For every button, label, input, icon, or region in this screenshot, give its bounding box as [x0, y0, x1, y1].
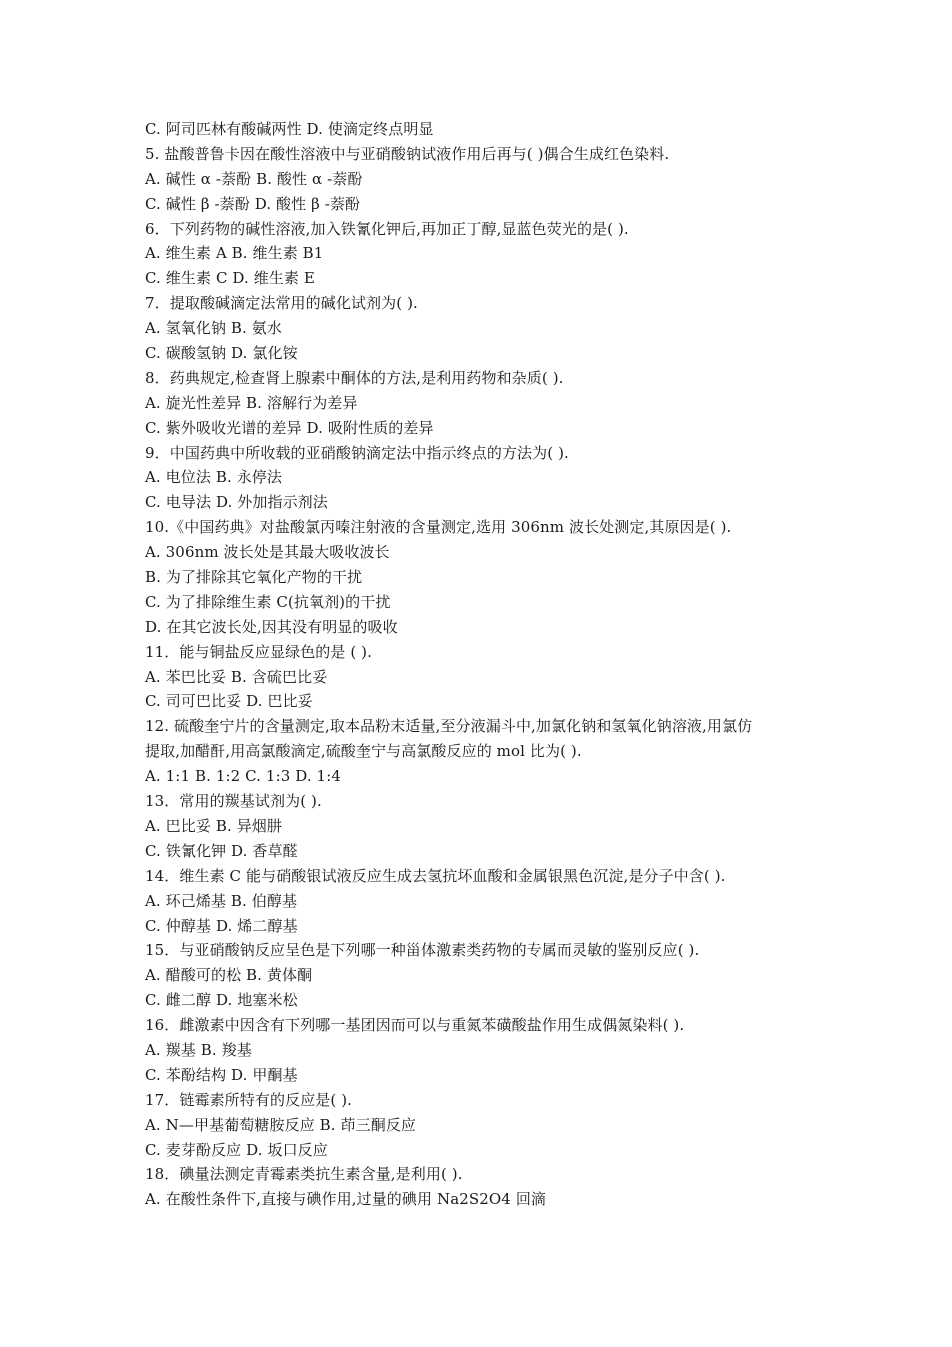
question-line: 13．常用的羰基试剂为( ).	[145, 792, 322, 811]
question-line: 8．药典规定,检查肾上腺素中酮体的方法,是利用药物和杂质( ).	[145, 368, 564, 387]
option-line: C. 紫外吸收光谱的差异 D. 吸附性质的差异	[145, 418, 434, 437]
question-line: 14．维生素 C 能与硝酸银试液反应生成去氢抗坏血酸和金属银黑色沉淀,是分子中含( ).	[145, 866, 726, 885]
question-line: 10.《中国药典》对盐酸氯丙嗪注射液的含量测定,选用 306nm 波长处测定,其原因是( ).	[145, 518, 732, 537]
question-line: 11．能与铜盐反应显绿色的是 ( ).	[145, 642, 372, 661]
question-line-continued: 提取,加醋酐,用高氯酸滴定,硫酸奎宁与高氯酸反应的 mol 比为( ).	[145, 742, 582, 761]
question-line: 16．雌激素中因含有下列哪一基团因而可以与重氮苯磺酸盐作用生成偶氮染料( ).	[145, 1016, 685, 1035]
question-line: 6．下列药物的碱性溶液,加入铁氰化钾后,再加正丁醇,显蓝色荧光的是( ).	[145, 219, 629, 238]
option-line: A. 碱性 α -萘酚 B. 酸性 α -萘酚	[145, 169, 363, 188]
question-line: 12. 硫酸奎宁片的含量测定,取本品粉末适量,至分液漏斗中,加氯化钠和氢氧化钠溶液,用氯仿	[145, 717, 753, 736]
option-line: C. 维生素 C D. 维生素 E	[145, 269, 315, 288]
option-line: A. N—甲基葡萄糖胺反应 B. 茚三酮反应	[145, 1115, 417, 1134]
option-line: C. 苯酚结构 D. 甲酮基	[145, 1065, 298, 1084]
question-line: 17．链霉素所特有的反应是( ).	[145, 1090, 353, 1109]
option-line: A. 醋酸可的松 B. 黄体酮	[145, 966, 313, 985]
option-line: A. 巴比妥 B. 异烟肼	[145, 816, 282, 835]
option-line: C. 仲醇基 D. 烯二醇基	[145, 916, 298, 935]
option-line: C. 铁氰化钾 D. 香草醛	[145, 841, 298, 860]
option-line: A. 306nm 波长处是其最大吸收波长	[145, 543, 390, 562]
question-line: 15．与亚硝酸钠反应呈色是下列哪一种甾体激素类药物的专属而灵敏的鉴别反应( ).	[145, 941, 700, 960]
option-line: A. 苯巴比妥 B. 含硫巴比妥	[145, 667, 328, 686]
option-line: C. 为了排除维生素 C(抗氧剂)的干扰	[145, 592, 391, 611]
option-line: A. 在酸性条件下,直接与碘作用,过量的碘用 Na2S2O4 回滴	[145, 1190, 547, 1209]
question-line: 18．碘量法测定青霉素类抗生素含量,是利用( ).	[145, 1165, 463, 1184]
option-line: C. 碱性 β -萘酚 D. 酸性 β -萘酚	[145, 194, 361, 213]
document-body	[145, 117, 825, 1212]
option-line: C. 雌二醇 D. 地塞米松	[145, 991, 298, 1010]
text-line: C. 阿司匹林有酸碱两性 D. 使滴定终点明显	[145, 120, 434, 138]
option-line: A. 旋光性差异 B. 溶解行为差异	[145, 393, 358, 412]
option-line: C. 麦芽酚反应 D. 坂口反应	[145, 1140, 328, 1159]
option-line: A. 环己烯基 B. 伯醇基	[145, 891, 298, 910]
option-line: A. 1:1 B. 1:2 C. 1:3 D. 1:4	[145, 767, 342, 786]
option-line: C. 电导法 D. 外加指示剂法	[145, 493, 328, 512]
option-line: A. 电位法 B. 永停法	[145, 468, 282, 487]
option-line: A. 羰基 B. 羧基	[145, 1040, 252, 1059]
option-line: B. 为了排除其它氧化产物的干扰	[145, 568, 363, 587]
option-line: C. 司可巴比妥 D. 巴比妥	[145, 692, 313, 711]
option-line: D. 在其它波长处,因其没有明显的吸收	[145, 617, 398, 636]
option-line: C. 碳酸氢钠 D. 氯化铵	[145, 344, 298, 363]
question-line: 9．中国药典中所收载的亚硝酸钠滴定法中指示终点的方法为( ).	[145, 443, 569, 462]
question-line: 7．提取酸碱滴定法常用的碱化试剂为( ).	[145, 294, 418, 313]
option-line: A. 氢氧化钠 B. 氨水	[145, 319, 282, 338]
question-line: 5. 盐酸普鲁卡因在酸性溶液中与亚硝酸钠试液作用后再与( )偶合生成红色染料.	[145, 144, 670, 163]
option-line: A. 维生素 A B. 维生素 B1	[145, 244, 324, 263]
